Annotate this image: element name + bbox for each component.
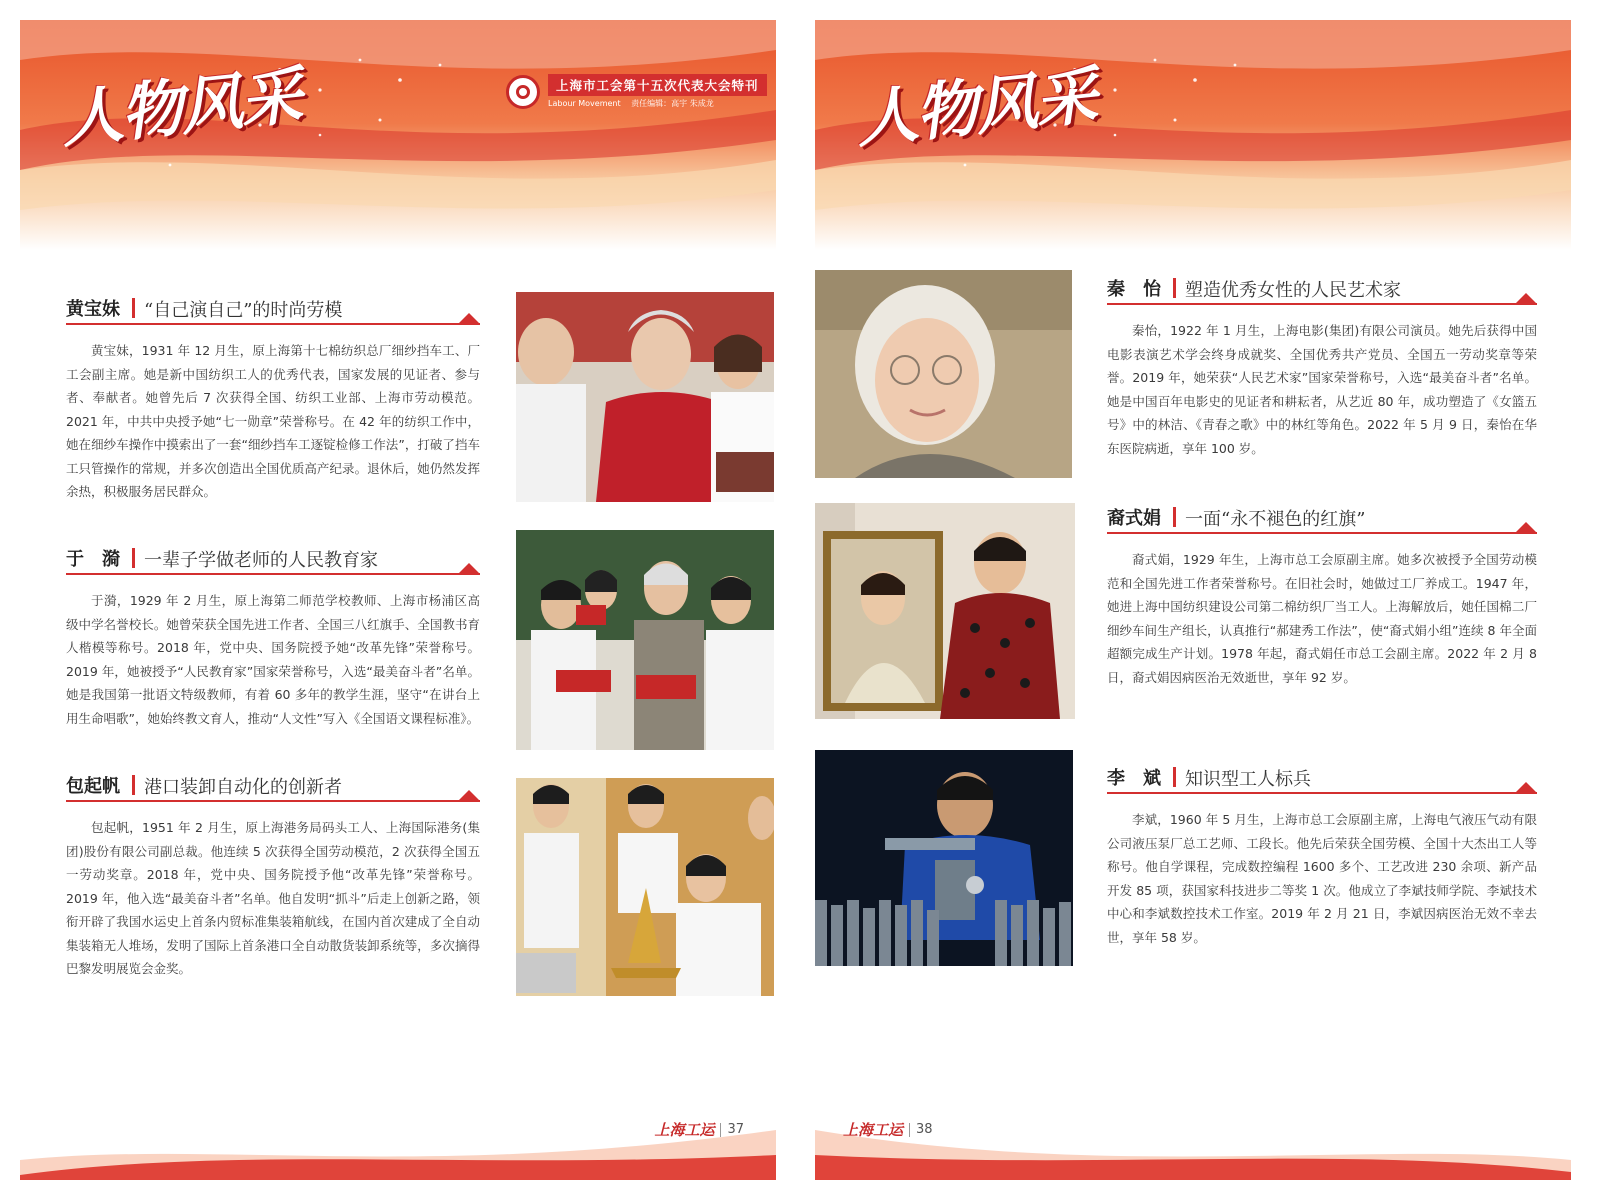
heading-divider	[1173, 507, 1176, 527]
heading-divider	[132, 775, 135, 795]
triangle-marker-icon	[1515, 522, 1537, 533]
photo-li-bin	[815, 750, 1073, 966]
page-number-footer	[843, 1119, 933, 1140]
heading-underline	[66, 800, 480, 802]
banner-title: 人物风采	[57, 58, 304, 157]
banner-title: 人物风采	[852, 58, 1099, 157]
heading-divider	[1173, 278, 1176, 298]
heading-underline	[1107, 792, 1537, 794]
heading-divider	[132, 298, 135, 318]
magazine-page-right	[815, 20, 1571, 1180]
section-heading	[66, 295, 480, 327]
person-name: 秦 怡	[1107, 279, 1161, 300]
photo-huang-baomei	[516, 292, 774, 502]
person-bio: 黄宝妹，1931 年 12 月生，原上海第十七棉纺织总厂细纱挡车工、厂工会副主席。她是新中国纺织工人的优秀代表，国家发展的见证者、参与者、奉献者。她曾先后 7 次获得全国、纺织工业部、上海市劳动模范。2021 年，中共中央授予她“七一勋章”荣誉称号。在 42 年的纺织工作中，她在细纱车操作中摸索出了一套“细纱挡车工逐锭检修工作法”，打破了挡车工只管操作的常规，并多次创造出全国优质高产纪录。退休后，她仍然发挥余热，积极服务居民群众。	[66, 343, 480, 499]
section-heading	[1107, 504, 1537, 536]
profile-section	[1107, 764, 1537, 949]
person-name: 于 漪	[66, 549, 120, 570]
triangle-marker-icon	[458, 790, 480, 801]
person-title: 港口装卸自动化的创新者	[144, 777, 342, 798]
heading-divider	[1173, 767, 1176, 787]
photo-qin-yi	[815, 270, 1072, 478]
heading-underline	[66, 323, 480, 325]
union-subtitle-editor: 责任编辑：高宇 朱成龙	[631, 99, 714, 108]
profile-section	[1107, 275, 1537, 460]
person-bio: 裔式娟，1929 年生，上海市总工会原副主席。她多次被授予全国劳动模范和全国先进工作者荣誉称号。在旧社会时，她做过工厂养成工。1947 年，她进上海中国纺织建设公司第二棉纺织厂当工人。上海解放后，她任国棉二厂细纱车间生产组长，认真推行“郝建秀工作法”，使“裔式娟小组”连续 8 年全面超额完成生产计划。1978 年起，裔式娟任市总工会副主席。2022 年 2 月 8 日，裔式娟因病医治无效逝世，享年 92 岁。	[1107, 552, 1537, 685]
person-bio: 包起帆，1951 年 2 月生，原上海港务局码头工人、上海国际港务(集团)股份有限公司副总裁。他连续 5 次获得全国劳动模范，2 次获得全国五一劳动奖章。2018 年，党中央、国务院授予他“改革先锋”荣誉称号。2019 年，他入选“最美奋斗者”名单。他自发明“抓斗”后走上创新之路，领衔开辟了我国水运史上首条内贸标准集装箱航线，在国内首次建成了全自动集装箱无人堆场，发明了国际上首条港口全自动散货装卸系统等，多次摘得巴黎发明展览会金奖。	[66, 820, 480, 976]
footer-wave	[815, 1100, 1571, 1180]
section-heading	[1107, 275, 1537, 307]
triangle-marker-icon	[1515, 782, 1537, 793]
person-title: 知识型工人标兵	[1185, 769, 1311, 790]
profile-section	[66, 772, 480, 981]
photo-bao-qifan	[516, 778, 774, 996]
heading-underline	[66, 573, 480, 575]
person-name: 李 斌	[1107, 768, 1161, 789]
photo-yu-yi	[516, 530, 774, 750]
page-number-footer	[654, 1119, 744, 1140]
footer-wave	[20, 1100, 776, 1180]
triangle-marker-icon	[458, 313, 480, 324]
profile-section	[1107, 504, 1537, 689]
heading-underline	[1107, 303, 1537, 305]
heading-underline	[1107, 532, 1537, 534]
section-heading	[66, 545, 480, 577]
union-special-issue-badge	[506, 74, 767, 109]
profile-section	[66, 295, 480, 504]
magazine-page-left	[20, 20, 776, 1180]
person-bio: 秦怡，1922 年 1 月生，上海电影(集团)有限公司演员。她先后获得中国电影表演艺术学会终身成就奖、全国优秀共产党员、全国五一劳动奖章等荣誉。2019 年，她荣获“人民艺术家”国家荣誉称号，入选“最美奋斗者”名单。她是中国百年电影史的见证者和耕耘者，从艺近 80 年，成功塑造了《女篮五号》中的林洁、《青春之歌》中的林红等角色。2022 年 5 月 9 日，秦怡在华东医院病逝，享年 100 岁。	[1107, 323, 1537, 456]
page-number: 37	[727, 1122, 744, 1137]
union-emblem-icon	[506, 75, 540, 109]
person-bio: 李斌，1960 年 5 月生，上海市总工会原副主席，上海电气液压气动有限公司液压泵厂总工艺师、工段长。他先后荣获全国劳模、全国十大杰出工人等称号。他自学课程，完成数控编程 1600 多个、工艺改进 230 余项、新产品开发 85 项，获国家科技进步二等奖 1 次。他成立了李斌技师学院、李斌技术中心和李斌数控技术工作室。2019 年 2 月 21 日，李斌因病医治无效不幸去世，享年 58 岁。	[1107, 812, 1537, 945]
photo-yi-shijuan	[815, 503, 1075, 719]
person-title: 一面“永不褪色的红旗”	[1185, 509, 1366, 530]
profile-section	[66, 545, 480, 730]
union-title: 上海市工会第十五次代表大会特刊	[548, 74, 767, 96]
person-name: 包起帆	[66, 776, 120, 797]
page-number: 38	[916, 1122, 933, 1137]
heading-divider	[132, 548, 135, 568]
triangle-marker-icon	[1515, 293, 1537, 304]
person-title: 塑造优秀女性的人民艺术家	[1185, 280, 1401, 301]
person-bio: 于漪，1929 年 2 月生，原上海第二师范学校教师、上海市杨浦区高级中学名誉校长。她曾荣获全国先进工作者、全国三八红旗手、全国教书育人楷模等称号。2018 年，党中央、国务院授予她“改革先锋”荣誉称号。2019 年，她被授予“人民教育家”国家荣誉称号，入选“最美奋斗者”名单。她是我国第一批语文特级教师，有着 60 多年的教学生涯，坚守“在讲台上用生命唱歌”，她始终教文育人，推动“人文性”写入《全国语文课程标准》。	[66, 593, 480, 726]
magazine-logo: 上海工运	[843, 1121, 904, 1139]
person-title: “自己演自己”的时尚劳模	[144, 300, 343, 321]
magazine-logo: 上海工运	[654, 1121, 715, 1139]
person-name: 裔式娟	[1107, 508, 1161, 529]
section-heading	[1107, 764, 1537, 796]
triangle-marker-icon	[458, 563, 480, 574]
section-heading	[66, 772, 480, 804]
union-subtitle-en: Labour Movement	[548, 99, 621, 108]
person-title: 一辈子学做老师的人民教育家	[144, 550, 378, 571]
person-name: 黄宝妹	[66, 299, 120, 320]
